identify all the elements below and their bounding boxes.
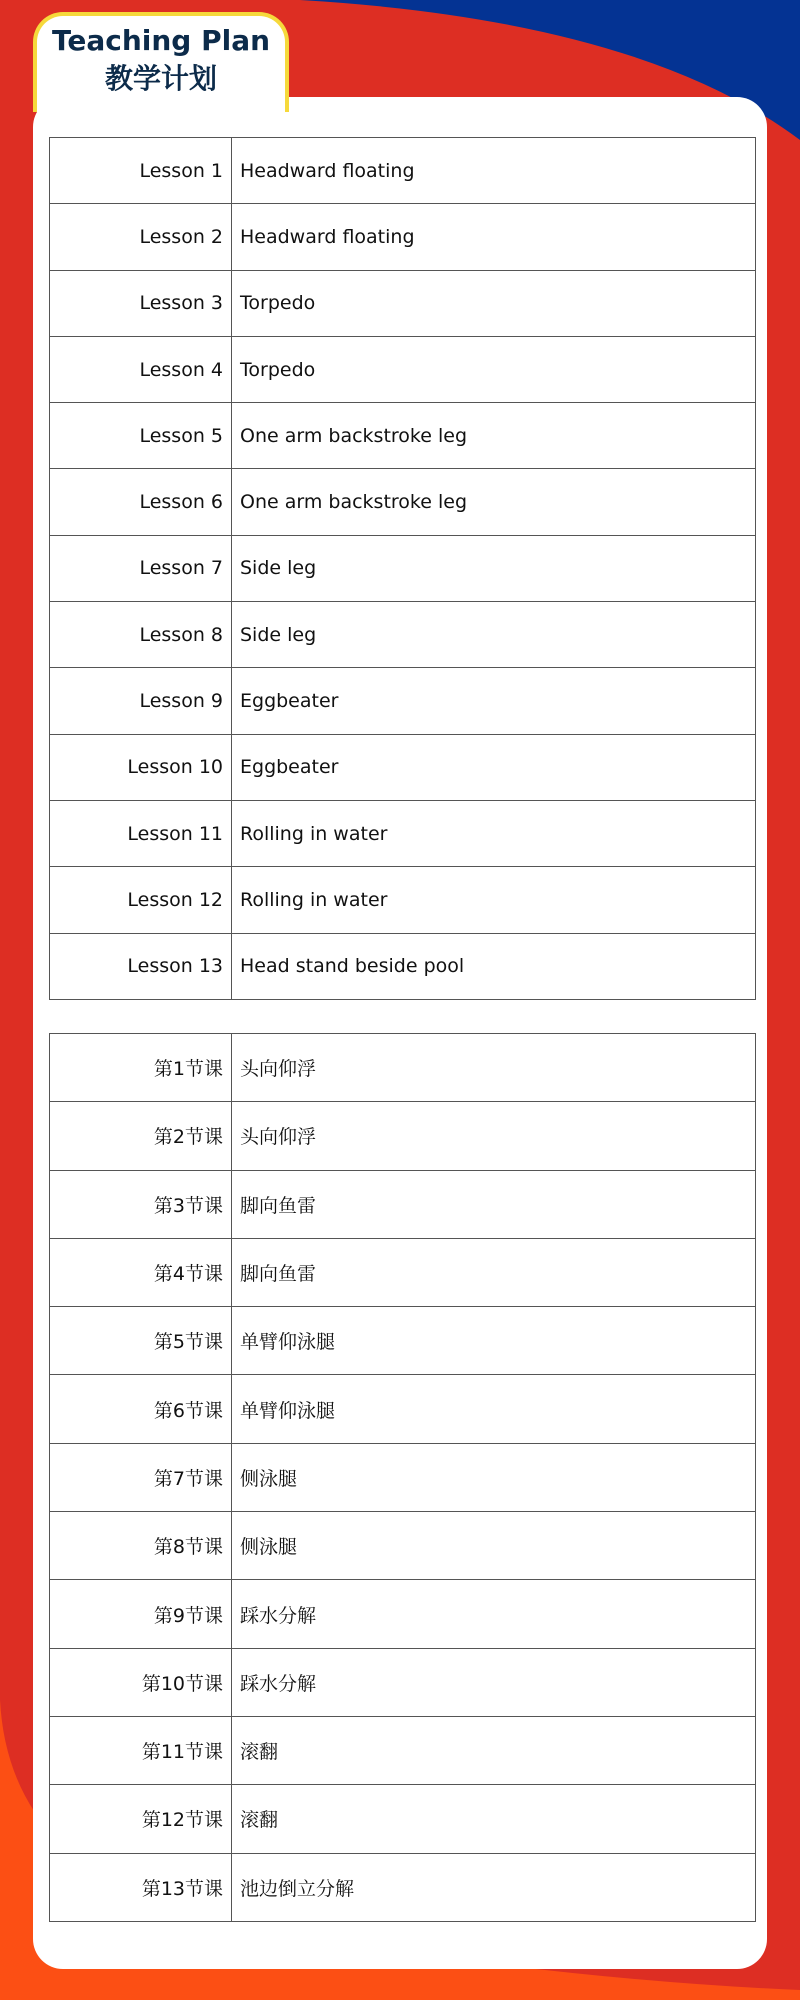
table-row	[50, 138, 756, 204]
lesson-topic: 滚翻	[232, 1785, 756, 1853]
lesson-number: Lesson 11	[50, 800, 232, 866]
table-row	[50, 1034, 756, 1102]
table-row	[50, 403, 756, 469]
lesson-topic: 单臂仰泳腿	[232, 1307, 756, 1375]
lesson-topic: 头向仰浮	[232, 1102, 756, 1170]
lesson-topic: Torpedo	[232, 270, 756, 336]
lesson-topic: 脚向鱼雷	[232, 1170, 756, 1238]
table-row	[50, 1375, 756, 1443]
table-row	[50, 1512, 756, 1580]
lesson-topic: Side leg	[232, 535, 756, 601]
lesson-topic: 侧泳腿	[232, 1443, 756, 1511]
lesson-topic: 脚向鱼雷	[232, 1238, 756, 1306]
lesson-number: 第2节课	[50, 1102, 232, 1170]
lesson-number: 第13节课	[50, 1853, 232, 1921]
table-row	[50, 1716, 756, 1784]
table-row	[50, 1307, 756, 1375]
lesson-table-zh	[49, 1033, 756, 1922]
lesson-topic: Eggbeater	[232, 668, 756, 734]
lesson-topic: Rolling in water	[232, 867, 756, 933]
lesson-number: 第4节课	[50, 1238, 232, 1306]
lesson-number: 第11节课	[50, 1716, 232, 1784]
table-row	[50, 933, 756, 999]
table-row	[50, 469, 756, 535]
lesson-topic: 踩水分解	[232, 1580, 756, 1648]
lesson-number: Lesson 5	[50, 403, 232, 469]
lesson-number: Lesson 12	[50, 867, 232, 933]
lesson-topic: 头向仰浮	[232, 1034, 756, 1102]
lesson-table-en	[49, 137, 756, 1000]
lesson-topic: Rolling in water	[232, 800, 756, 866]
lesson-number: 第1节课	[50, 1034, 232, 1102]
table-row	[50, 1238, 756, 1306]
table-row	[50, 1102, 756, 1170]
lesson-topic: Eggbeater	[232, 734, 756, 800]
lesson-topic: One arm backstroke leg	[232, 403, 756, 469]
lesson-number: Lesson 7	[50, 535, 232, 601]
lesson-topic: Headward floating	[232, 204, 756, 270]
table-row	[50, 668, 756, 734]
lesson-topic: Headward floating	[232, 138, 756, 204]
lesson-number: 第5节课	[50, 1307, 232, 1375]
table-row	[50, 535, 756, 601]
lesson-number: Lesson 6	[50, 469, 232, 535]
table-row	[50, 1648, 756, 1716]
lesson-topic: 单臂仰泳腿	[232, 1375, 756, 1443]
lesson-number: Lesson 9	[50, 668, 232, 734]
lesson-number: Lesson 3	[50, 270, 232, 336]
table-row	[50, 1170, 756, 1238]
table-row	[50, 867, 756, 933]
lesson-topic: One arm backstroke leg	[232, 469, 756, 535]
lesson-number: Lesson 2	[50, 204, 232, 270]
table-row	[50, 734, 756, 800]
table-row	[50, 602, 756, 668]
lesson-topic: Torpedo	[232, 336, 756, 402]
lesson-topic: Head stand beside pool	[232, 933, 756, 999]
lesson-number: 第3节课	[50, 1170, 232, 1238]
table-row	[50, 1785, 756, 1853]
lesson-number: Lesson 13	[50, 933, 232, 999]
lesson-number: 第7节课	[50, 1443, 232, 1511]
lesson-number: 第8节课	[50, 1512, 232, 1580]
lesson-number: 第6节课	[50, 1375, 232, 1443]
table-row	[50, 204, 756, 270]
lesson-topic: 滚翻	[232, 1716, 756, 1784]
lesson-topic: Side leg	[232, 602, 756, 668]
lesson-topic: 踩水分解	[232, 1648, 756, 1716]
page-title-zh: 教学计划	[104, 62, 217, 95]
lesson-topic: 侧泳腿	[232, 1512, 756, 1580]
table-row	[50, 270, 756, 336]
lesson-number: 第10节课	[50, 1648, 232, 1716]
lesson-number: Lesson 1	[50, 138, 232, 204]
lesson-number: 第12节课	[50, 1785, 232, 1853]
table-row	[50, 336, 756, 402]
table-row	[50, 800, 756, 866]
lesson-number: 第9节课	[50, 1580, 232, 1648]
lesson-number: Lesson 8	[50, 602, 232, 668]
table-row	[50, 1853, 756, 1921]
lesson-number: Lesson 4	[50, 336, 232, 402]
table-row	[50, 1580, 756, 1648]
table-row	[50, 1443, 756, 1511]
lesson-topic: 池边倒立分解	[232, 1853, 756, 1921]
lesson-number: Lesson 10	[50, 734, 232, 800]
title-tab	[33, 12, 289, 112]
page-title-en: Teaching Plan	[51, 24, 271, 57]
